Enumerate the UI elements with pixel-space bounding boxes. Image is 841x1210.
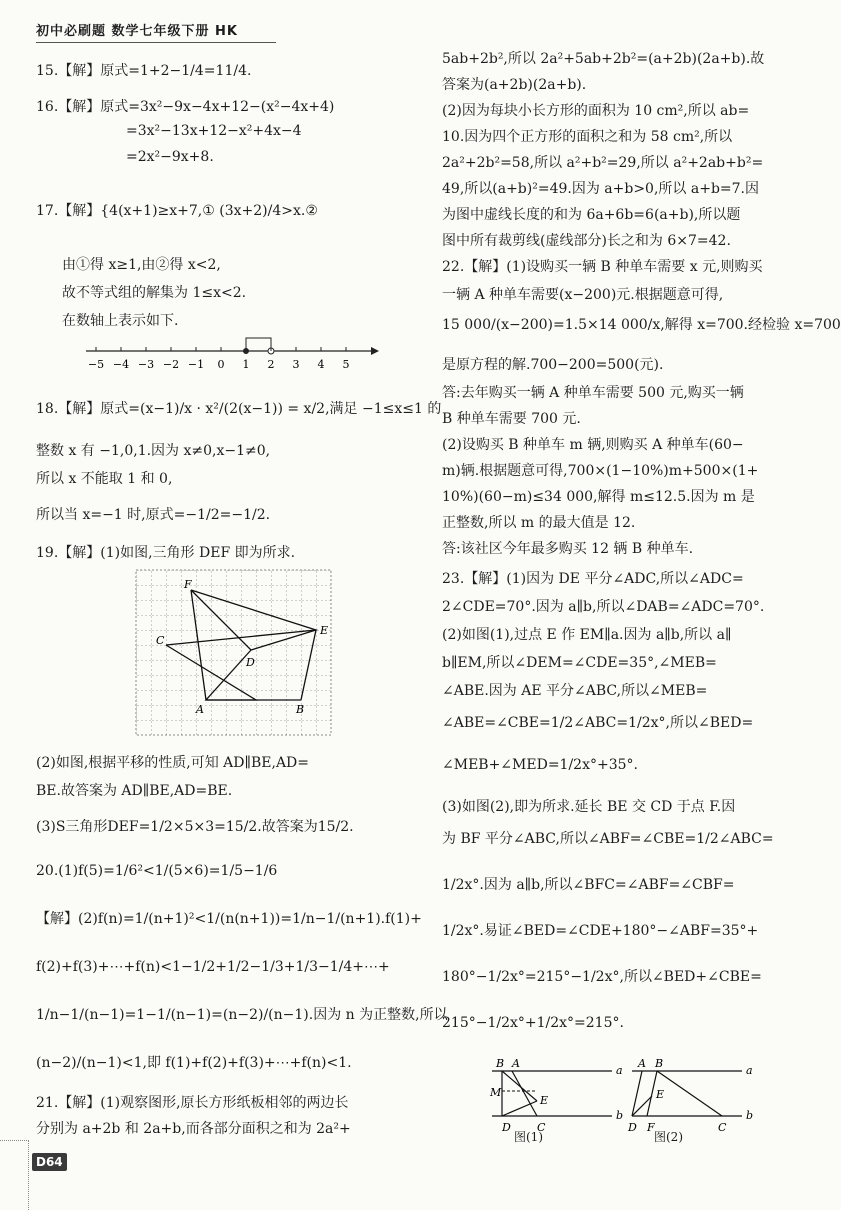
- svg-text:B: B: [296, 703, 305, 716]
- left-line-14: (2)如图,根据平移的性质,可知 AD∥BE,AD=: [36, 755, 310, 771]
- svg-text:a: a: [746, 1064, 753, 1077]
- right-line-8: 图中所有裁剪线(虚线部分)长之和为 6×7=42.: [442, 233, 731, 249]
- right-line-18: 正整数,所以 m 的最大值是 12.: [442, 515, 636, 531]
- svg-text:a: a: [616, 1064, 623, 1077]
- svg-text:F: F: [647, 1121, 655, 1134]
- svg-text:A: A: [512, 1057, 520, 1070]
- header-underline: [36, 42, 276, 43]
- page-number: D64: [32, 1153, 67, 1171]
- right-line-16: m)辆.根据题意可得,700×(1−10%)m+500×(1+: [442, 463, 759, 479]
- svg-text:E: E: [540, 1094, 549, 1107]
- number-line-label: −2: [162, 358, 180, 371]
- svg-text:B: B: [655, 1057, 664, 1070]
- right-line-15: (2)设购买 B 种单车 m 辆,则购买 A 种单车(60−: [442, 437, 744, 453]
- right-line-2: 答案为(a+2b)(2a+b).: [442, 77, 587, 93]
- left-line-3: =3x²−13x+12−x²+4x−4: [126, 123, 302, 139]
- right-line-28: 为 BF 平分∠ABC,所以∠ABF=∠CBE=1/2∠ABC=: [442, 831, 774, 847]
- left-line-9: 18.【解】原式=(x−1)/x · x²/(2(x−1)) = x/2,满足 −1≤x≤1 的: [36, 401, 442, 417]
- right-line-6: 49,所以(a+b)²=49.因为 a+b>0,所以 a+b=7.因: [442, 181, 759, 197]
- right-line-23: b∥EM,所以∠DEM=∠CDE=35°,∠MEB=: [442, 655, 717, 671]
- right-line-21: 2∠CDE=70°.因为 a∥b,所以∠DAB=∠ADC=70°.: [442, 599, 765, 615]
- svg-text:F: F: [184, 578, 192, 591]
- svg-text:E: E: [656, 1088, 665, 1101]
- number-line-label: 4: [317, 358, 325, 371]
- right-line-9: 22.【解】(1)设购买一辆 B 种单车需要 x 元,则购买: [442, 259, 763, 275]
- right-line-24: ∠ABE.因为 AE 平分∠ABC,所以∠MEB=: [442, 683, 708, 699]
- figure-2: [622, 1056, 762, 1136]
- left-line-20: 1/n−1/(n−1)=1−1/(n−1)=(n−2)/(n−1).因为 n 为正整数,所以: [36, 1007, 448, 1023]
- svg-text:D: D: [246, 656, 255, 669]
- left-line-22: 21.【解】(1)观察图形,原长方形纸板相邻的两边长: [36, 1095, 349, 1111]
- right-line-12: 是原方程的解.700−200=500(元).: [442, 357, 664, 373]
- svg-text:C: C: [156, 634, 165, 647]
- svg-text:C: C: [537, 1121, 546, 1134]
- right-line-32: 215°−1/2x°+1/2x°=215°.: [442, 1015, 624, 1031]
- left-line-21: (n−2)/(n−1)<1,即 f(1)+f(2)+f(3)+⋯+f(n)<1.: [36, 1055, 352, 1071]
- right-line-11: 15 000/(x−200)=1.5×14 000/x,解得 x=700.经检验 x=700: [442, 317, 841, 333]
- number-line-label: 3: [292, 358, 300, 371]
- left-line-18: 【解】(2)f(n)=1/(n+1)²<1/(n(n+1))=1/n−1/(n+1).f(1)+: [36, 911, 422, 927]
- left-line-15: BE.故答案为 AD∥BE,AD=BE.: [36, 783, 233, 799]
- left-line-16: (3)S三角形DEF=1/2×5×3=15/2.故答案为15/2.: [36, 819, 354, 835]
- svg-text:B: B: [496, 1057, 505, 1070]
- right-line-31: 180°−1/2x°=215°−1/2x°,所以∠BED+∠CBE=: [442, 969, 762, 985]
- number-line-label: 5: [342, 358, 350, 371]
- caption-figure-1: 图(1): [514, 1130, 543, 1144]
- right-line-26: ∠MEB+∠MED=1/2x°+35°.: [442, 757, 638, 773]
- number-line-label: −1: [187, 358, 205, 371]
- svg-text:b: b: [616, 1109, 624, 1122]
- caption-figure-2: 图(2): [654, 1130, 683, 1144]
- right-line-22: (2)如图(1),过点 E 作 EM∥a.因为 a∥b,所以 a∥: [442, 627, 732, 643]
- right-line-20: 23.【解】(1)因为 DE 平分∠ADC,所以∠ADC=: [442, 571, 744, 587]
- svg-text:M: M: [490, 1086, 502, 1099]
- left-line-23: 分别为 a+2b 和 2a+b,而各部分面积之和为 2a²+: [36, 1121, 351, 1137]
- right-line-7: 为图中虚线长度的和为 6a+6b=6(a+b),所以题: [442, 207, 741, 223]
- right-line-30: 1/2x°.易证∠BED=∠CDE+180°−∠ABF=35°+: [442, 923, 759, 939]
- svg-text:D: D: [628, 1121, 637, 1134]
- left-line-11: 所以 x 不能取 1 和 0,: [36, 471, 173, 487]
- number-line: [86, 338, 386, 380]
- left-line-4: =2x²−9x+8.: [126, 149, 214, 165]
- left-line-10: 整数 x 有 −1,0,1.因为 x≠0,x−1≠0,: [36, 443, 271, 459]
- number-line-label: 1: [242, 358, 250, 371]
- number-line-label: −5: [87, 358, 105, 371]
- number-line-label: −4: [112, 358, 130, 371]
- left-line-12: 所以当 x=−1 时,原式=−1/2=−1/2.: [36, 507, 271, 523]
- right-line-19: 答:该社区今年最多购买 12 辆 B 种单车.: [442, 541, 694, 557]
- svg-text:b: b: [746, 1109, 754, 1122]
- number-line-label: −3: [137, 358, 155, 371]
- svg-text:A: A: [638, 1057, 646, 1070]
- left-line-6: 由①得 x≥1,由②得 x<2,: [62, 257, 221, 273]
- left-line-17: 20.(1)f(5)=1/6²<1/(5×6)=1/5−1/6: [36, 863, 278, 879]
- left-line-5: 17.【解】{4(x+1)≥x+7,① (3x+2)/4>x.②: [36, 203, 318, 219]
- left-line-1: 15.【解】原式=1+2−1/4=11/4.: [36, 63, 252, 79]
- right-line-1: 5ab+2b²,所以 2a²+5ab+2b²=(a+2b)(2a+b).故: [442, 51, 765, 67]
- left-line-7: 故不等式组的解集为 1≤x<2.: [62, 285, 247, 301]
- right-line-25: ∠ABE=∠CBE=1/2∠ABC=1/2x°,所以∠BED=: [442, 715, 754, 731]
- figure-1: [482, 1056, 622, 1136]
- svg-text:C: C: [718, 1121, 727, 1134]
- svg-text:D: D: [502, 1121, 511, 1134]
- svg-text:E: E: [320, 624, 329, 637]
- number-line-label: 2: [267, 358, 275, 371]
- corner-decoration: [0, 1140, 29, 1210]
- right-line-14: B 种单车需要 700 元.: [442, 411, 581, 427]
- right-line-3: (2)因为每块小长方形的面积为 10 cm²,所以 ab=: [442, 103, 750, 119]
- left-line-13: 19.【解】(1)如图,三角形 DEF 即为所求.: [36, 545, 296, 561]
- right-line-17: 10%)(60−m)≤34 000,解得 m≤12.5.因为 m 是: [442, 489, 755, 505]
- grid-figure: [136, 570, 336, 740]
- left-line-8: 在数轴上表示如下.: [62, 313, 179, 329]
- svg-text:A: A: [196, 703, 204, 716]
- left-line-2: 16.【解】原式=3x²−9x−4x+12−(x²−4x+4): [36, 99, 335, 115]
- right-line-29: 1/2x°.因为 a∥b,所以∠BFC=∠ABF=∠CBF=: [442, 877, 735, 893]
- right-line-27: (3)如图(2),即为所求.延长 BE 交 CD 于点 F.因: [442, 799, 736, 815]
- left-line-19: f(2)+f(3)+⋯+f(n)<1−1/2+1/2−1/3+1/3−1/4+⋯+: [36, 959, 390, 975]
- number-line-label: 0: [217, 358, 225, 371]
- header-title: 初中必刷题 数学七年级下册 HK: [36, 24, 239, 39]
- right-line-10: 一辆 A 种单车需要(x−200)元.根据题意可得,: [442, 287, 724, 303]
- right-line-4: 10.因为四个正方形的面积之和为 58 cm²,所以: [442, 129, 733, 145]
- right-line-5: 2a²+2b²=58,所以 a²+b²=29,所以 a²+2ab+b²=: [442, 155, 764, 171]
- right-line-13: 答:去年购买一辆 A 种单车需要 500 元,购买一辆: [442, 385, 744, 401]
